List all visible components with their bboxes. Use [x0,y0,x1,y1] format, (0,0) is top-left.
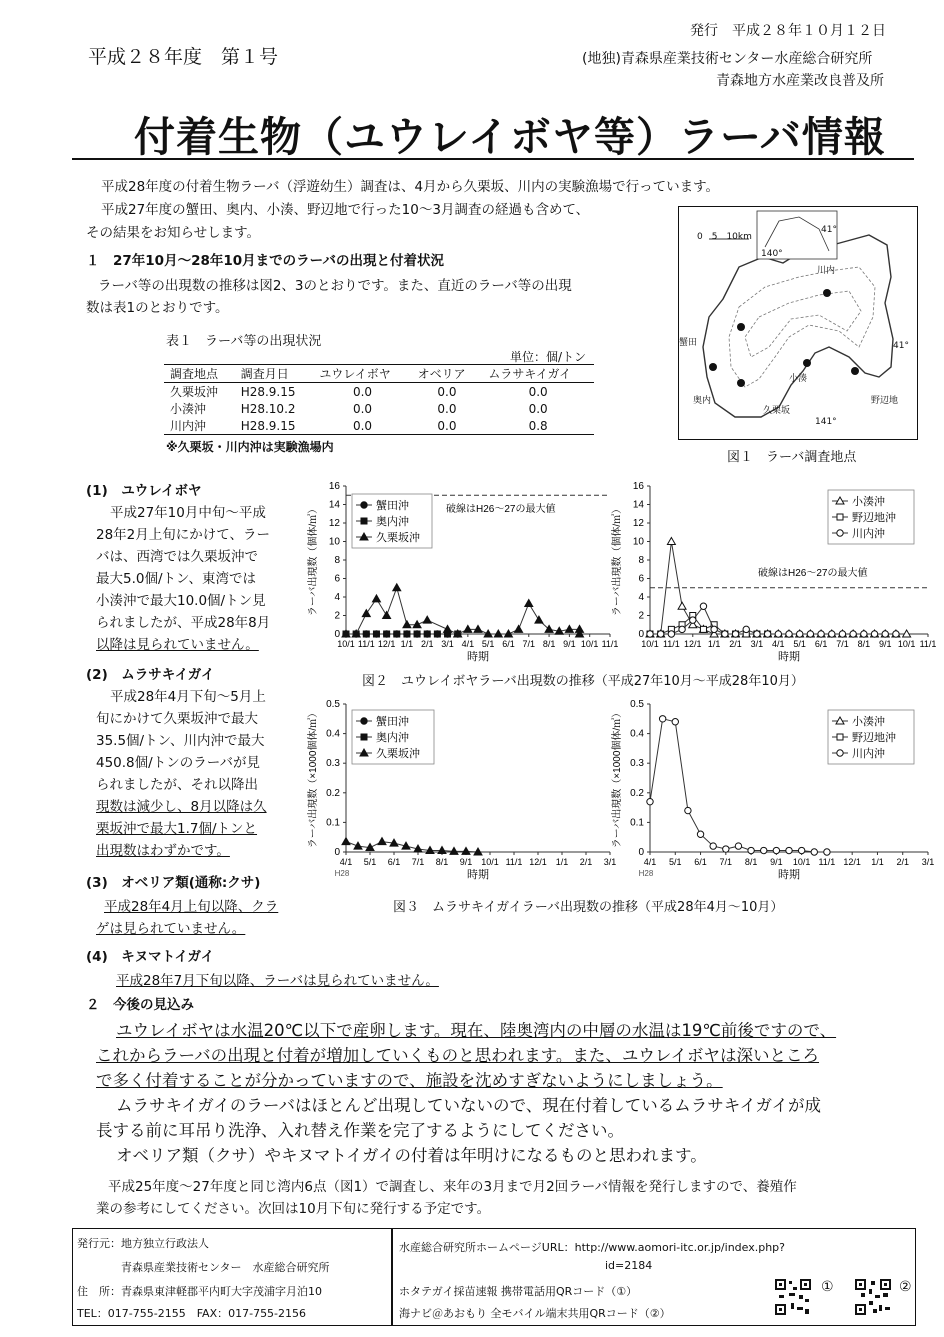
item-1-line: バは、西湾では久栗坂沖で [96,549,258,565]
table-header: ユウレイボヤ [319,367,391,381]
data-point [839,631,845,637]
table-header: オベリア [417,367,466,381]
x-tick-label: 3/1 [603,857,617,867]
footer-left-2: 青森県産業技術センター 水産総合研究所 [121,1261,330,1274]
map-label-lon: 141° [815,417,837,427]
data-point [659,716,665,722]
data-point [722,631,728,637]
data-point [393,584,401,591]
data-point [361,734,367,740]
section-2-line-8: 業の参考にしてください。次回は10月下旬に発行する予定です。 [96,1201,491,1217]
y-tick-label: 6 [638,573,644,585]
y-tick-label: 0 [334,629,340,640]
table-cell: 0.0 [528,384,548,399]
data-point [697,831,703,837]
x-tick-label: 8/1 [744,857,758,867]
y-axis-label: ラーバ出現数（個体/㎥） [612,503,623,617]
x-tick-label: 10/1 [337,639,355,649]
y-axis-label: ラーバ出現数（×1000個体/㎥） [612,707,623,849]
x-axis-label: 時期 [467,869,489,881]
data-point [354,842,362,849]
qr-marker-2: ② [899,1279,912,1295]
y-tick-label: 0 [334,847,340,858]
x-tick-label: 6/1 [502,639,515,649]
section-2-line: オベリア類（クサ）やキヌマトイガイの付着は年明けになるものと思われます。 [116,1146,707,1165]
data-point [668,631,674,637]
data-point [690,617,696,623]
data-point [773,847,779,853]
table-cell: H28.9.15 [240,384,296,399]
x-tick-label: 1/1 [400,639,414,649]
table-cell: 0.0 [437,401,457,416]
data-point [685,807,691,813]
table-caption: 表１ ラーバ等の出現状況 [166,334,322,349]
table-cell: 0.0 [437,384,457,399]
y-tick-label: 0.3 [326,758,340,770]
section-2-line: で多く付着することが分かっていますので、施設を沈めすぎないようにしましょう。 [96,1071,723,1090]
data-point [679,626,685,632]
data-point [761,847,767,853]
footer-left-1: 発行元：地方独立行政法人 [77,1237,209,1250]
item-1-line: 平成27年10月中旬～平成 [110,505,266,521]
data-point [361,518,367,524]
map-label-noheji: 野辺地 [871,396,899,406]
y-tick-label: 0.4 [630,728,644,740]
data-point [434,631,440,637]
legend-label: 川内沖 [852,528,885,540]
y-tick-label: 10 [328,536,340,548]
data-point [723,846,729,852]
y-tick-label: 4 [638,592,644,603]
publisher-2: 青森地方水産業改良普及所 [716,73,884,89]
y-tick-label: 2 [334,610,340,622]
data-point [384,631,390,637]
data-point [837,514,843,520]
data-point [373,631,379,637]
item-1-heading: (1) ユウレイボヤ [86,483,202,499]
item-2-line: 栗坂沖で最大1.7個/トンと [96,821,258,837]
x-tick-label: 12/1 [377,639,396,649]
data-point [754,631,760,637]
data-point [678,602,686,609]
y-axis-label: ラーバ出現数（×1000個体/㎥） [308,707,319,849]
qr-marker-1: ① [821,1279,834,1295]
fig3-caption: 図３ ムラサキイガイラーバ出現数の推移（平成28年4月～10月） [393,900,784,915]
data-point [667,538,675,545]
data-point [414,631,420,637]
y-tick-label: 8 [334,555,340,566]
homepage-id[interactable]: id=2184 [605,1259,653,1272]
legend-label: 野辺地沖 [852,732,896,744]
x-tick-label: 3/1 [921,857,935,867]
map-label-okunai: 奥内 [693,396,712,406]
x-axis-label: 時期 [778,869,800,881]
item-4-heading: (4) キヌマトイガイ [86,949,215,965]
data-point [829,631,835,637]
data-point [837,530,843,536]
footer-publisher-box [72,1228,392,1326]
item-3-line: 平成28年4月上旬以降、クラ [104,899,279,915]
chart-yureiboya-west [300,478,620,668]
item-1-line: られましたが、平成28年8月 [96,615,271,631]
x-tick-label: 10/1 [897,639,916,649]
x-tick-label: 8/1 [857,639,871,649]
homepage-url[interactable]: 水産総合研究所ホームページURL：http://www.aomori-itc.or.jp/index.php? [399,1241,786,1254]
map-figure [678,206,918,440]
y-tick-label: 0.5 [326,699,340,710]
x-tick-label: 5/1 [669,857,682,867]
item-2-line: 出現数はわずかです。 [96,843,230,859]
x-tick-label: 3/1 [750,639,764,649]
data-point [444,625,452,632]
table-header: ムラサキイガイ [488,367,572,381]
x-tick-label: 8/1 [435,857,449,867]
x-tick-label: 2/1 [729,639,742,649]
data-point [748,847,754,853]
legend-label: 奥内沖 [376,732,409,744]
data-point [798,847,804,853]
x-tick-label: 8/1 [542,639,556,649]
table-row [164,417,594,435]
y-tick-label: 12 [632,518,644,529]
legend-label: 久栗坂沖 [376,748,420,760]
table-cell: 0.0 [352,401,373,416]
data-point [850,631,856,637]
data-point [647,631,653,637]
footer-address: 住 所：青森県東津軽郡平内町大字茂浦字月泊10 [77,1285,322,1298]
map-label-kuribazaka: 久栗坂 [763,406,791,416]
y-tick-label: 0 [638,629,644,640]
data-point [775,631,781,637]
x-tick-label: 9/1 [770,857,783,867]
y-tick-label: 0.3 [630,758,644,770]
x-tick-label: 6/1 [694,857,707,867]
x-tick-label: 11/1 [818,857,836,867]
table-header-row [164,365,594,383]
series-line [346,588,580,634]
data-point [700,626,706,632]
x-tick-label: 7/1 [522,639,536,649]
section-2-line: 長する前に耳吊り洗浄、入れ替え作業を完了するようにしてください。 [96,1121,624,1140]
data-point [378,838,386,845]
item-3-heading: (3) オベリア類(通称:クサ) [86,875,261,891]
intro-line-2: 平成27年度の蟹田、奥内、小湊、野辺地で行った10～3月調査の経過も含めて、 [101,202,590,218]
x-tick-label: 10/1 [580,639,599,649]
data-point [657,631,663,637]
section-2-line: これからラーバの出現と付着が増加していくものと思われます。また、ユウレイボヤは深いところ [96,1046,820,1065]
x-tick-label: 5/1 [793,639,806,649]
data-point [361,502,367,508]
x-tick-label: 6/1 [814,639,828,649]
x-tick-label: 5/1 [481,639,495,649]
x-tick-label: 6/1 [387,857,401,867]
item-2-line: られましたが、それ以降出 [96,777,258,793]
footer-phone: TEL：017-755-2155 FAX：017-755-2156 [77,1307,307,1320]
y-tick-label: 0.2 [630,787,644,799]
y-tick-label: 2 [638,610,644,622]
y-tick-label: 14 [632,499,644,511]
data-point [807,631,813,637]
data-point [818,631,824,637]
table-cell: 0.8 [528,418,548,433]
legend-label: 蟹田沖 [376,716,409,728]
map-label-kanita: 蟹田 [679,338,698,348]
x-tick-label: 2/1 [579,857,593,867]
item-4-body: 平成28年7月下旬以降、ラーバは見られていません。 [116,973,439,989]
x-tick-label: 5/1 [363,857,377,867]
title-rule [72,158,914,160]
x-tick-label: 11/1 [505,857,523,867]
table-cell: H28.10.2 [240,401,296,416]
data-point [710,843,716,849]
data-point [700,603,706,609]
data-point [525,599,533,606]
data-point [342,838,350,845]
y-tick-label: 0.1 [326,817,340,829]
table-note: ※久栗坂・川内沖は実験漁場内 [166,440,334,454]
legend-label: 小湊沖 [852,496,885,508]
legend-label: 奥内沖 [376,516,409,528]
y-tick-label: 8 [638,555,644,566]
table-cell: 0.0 [528,401,548,416]
x-tick-label: 11/1 [662,639,680,649]
data-point [535,616,543,623]
reference-label: 破線はH26～27の最大値 [758,568,868,579]
y-tick-label: 16 [328,481,340,492]
data-point [837,750,843,756]
x-sub-label: H28 [334,869,350,878]
section-1-line-2: 数は表1のとおりです。 [86,300,229,316]
x-tick-label: 12/1 [529,857,547,867]
x-tick-label: 10/1 [641,639,659,649]
data-point [786,847,792,853]
y-tick-label: 12 [328,518,340,529]
map-label-kominato: 小湊 [789,374,808,384]
data-point [711,626,717,632]
item-1-line: 28年2月上旬にかけて、ラー [96,527,270,543]
x-tick-label: 12/1 [843,857,861,867]
item-2-line: 旬にかけて久栗坂沖で最大 [96,711,258,727]
legend-label: 久栗坂沖 [376,532,420,544]
section-2-text: ユウレイボヤは水温20℃以下で産卵します。現在、陸奥湾内の中層の水温は19℃前後ですので、 [116,1021,837,1040]
intro-line-3: その結果をお知らせします。 [86,225,261,241]
data-point [786,631,792,637]
series-line [650,719,827,852]
legend-label: 野辺地沖 [852,512,896,524]
x-tick-label: 11/1 [357,639,375,649]
x-tick-label: 7/1 [836,639,849,649]
item-2-line: 35.5個/トン、川内沖で最大 [96,733,265,749]
x-tick-label: 10/1 [792,857,811,867]
y-tick-label: 0.2 [326,787,340,799]
map-label-lat: 41° [893,341,909,351]
x-sub-label: H28 [638,869,654,878]
item-2-heading: (2) ムラサキイガイ [86,667,215,683]
y-tick-label: 6 [334,573,340,585]
section-1-line-1: ラーバ等の出現数の推移は図2、3のとおりです。また、直近のラーバ等の出現 [98,278,572,294]
item-1-line: 小湊沖で最大10.0個/トン見 [96,593,266,609]
data-point [861,631,867,637]
data-point [394,631,400,637]
y-axis-label: ラーバ出現数（個体/㎥） [308,503,319,617]
chart-yureiboya-east [606,478,936,668]
data-point [824,849,830,855]
data-point [871,631,877,637]
data-point [404,631,410,637]
x-tick-label: 4/1 [339,857,353,867]
data-point [893,631,899,637]
data-point [732,631,738,637]
x-tick-label: 1/1 [555,857,569,867]
x-tick-label: 10/1 [481,857,499,867]
fig2-caption: 図２ ユウレイボヤラーバ出現数の推移（平成27年10月～平成28年10月） [362,674,804,689]
x-tick-label: 2/1 [420,639,434,649]
data-point [361,718,367,724]
page-title: 付着生物（ユウレイボヤ等）ラーバ情報 [134,113,886,161]
qr-code-2[interactable] [853,1277,893,1317]
chart-murasaki-west [300,696,620,888]
legend-label: 小湊沖 [852,716,885,728]
item-2-line: 平成28年4月下旬～5月上 [110,689,266,705]
y-tick-label: 0 [638,847,644,858]
x-tick-label: 1/1 [707,639,721,649]
y-tick-label: 0.1 [630,817,644,829]
inset-label-lat: 41° [821,225,837,235]
table-cell: 0.0 [437,418,457,433]
legend-label: 川内沖 [852,748,885,760]
x-axis-label: 時期 [467,651,489,663]
section-2-heading: ２ 今後の見込み [86,997,194,1013]
intro-line-1: 平成28年度の付着生物ラーバ（浮遊幼生）調査は、4月から久栗坂、川内の実験漁場で行っています。 [101,179,720,195]
y-tick-label: 0.4 [326,728,340,740]
item-2-line: 現数は減少し、8月以降は久 [96,799,267,815]
x-tick-label: 9/1 [459,857,473,867]
data-point [796,631,802,637]
x-tick-label: 4/1 [643,857,657,867]
y-tick-label: 0.5 [630,699,644,710]
y-tick-label: 16 [632,481,644,492]
section-2-line-7: 平成25年度～27年度と同じ湾内6点（図1）で調査し、来年の3月まで月2回ラーバ情報を発行しますので、養殖作 [108,1179,797,1195]
item-2-line: 450.8個/トンのラーバが見 [96,755,261,771]
data-point [515,625,523,632]
item-1-line: 以降は見られていません。 [96,637,259,653]
data-point [882,631,888,637]
table-cell: 小湊沖 [170,402,207,416]
table-header: 調査月日 [240,367,289,381]
table-cell: H28.9.15 [240,418,296,433]
data-point [735,843,741,849]
item-1-body [96,502,306,656]
data-point [424,631,430,637]
x-tick-label: 9/1 [878,639,892,649]
data-point [764,631,770,637]
x-tick-label: 2/1 [896,857,909,867]
section-2-body [96,1018,836,1168]
y-tick-label: 4 [334,592,340,603]
item-3-body [96,896,306,940]
x-tick-label: 3/1 [441,639,454,649]
qr-label-2: 海ナビ＠あおもり 全モバイル端末共用QRコード（②） [399,1307,671,1320]
section-1-heading: １ 27年10月～28年10月までのラーバの出現と付着状況 [86,253,444,269]
x-tick-label: 11/1 [919,639,936,649]
data-point [672,719,678,725]
reference-label: 破線はH26～27の最大値 [446,504,556,515]
x-tick-label: 12/1 [684,639,702,649]
table-row [164,400,594,417]
data-point [647,798,653,804]
data-point [743,626,749,632]
table-cell: 0.0 [352,384,373,399]
x-tick-label: 1/1 [871,857,884,867]
data-point [423,616,431,623]
x-tick-label: 11/1 [601,639,619,649]
table-header: 調査地点 [170,367,219,381]
data-point [372,595,380,602]
data-point [383,612,391,619]
section-2-line [96,1018,836,1043]
table-unit: 単位：個/トン [510,350,587,364]
x-tick-label: 7/1 [719,857,733,867]
table-row [164,383,594,401]
y-tick-label: 14 [328,499,340,511]
chart-murasaki-east [603,696,936,888]
issue-date: 発行 平成２８年１０月１２日 [690,23,886,39]
qr-label-1: ホタテガイ採苗速報 携帯電話用QRコード（①） [399,1285,638,1298]
x-axis-label: 時期 [778,651,800,663]
data-point [811,849,817,855]
data-point [362,610,370,617]
y-tick-label: 10 [632,536,644,548]
item-2-body [96,686,306,862]
x-tick-label: 4/1 [461,639,475,649]
legend-label: 蟹田沖 [376,500,409,512]
inset-label-lon: 140° [761,249,783,259]
map-scale: 0 5 10km [697,232,752,242]
item-1-line: 最大5.0個/トン、東湾では [96,571,256,587]
table-1 [164,364,594,435]
table-cell: 0.0 [352,418,373,433]
map-caption: 図１ ラーバ調査地点 [727,450,857,465]
item-3-line: ゲは見られていません。 [96,921,246,937]
map-label-kawauchi: 川内 [817,266,836,276]
x-tick-label: 4/1 [772,639,785,649]
footer-links-box [392,1228,916,1326]
issue-number: 平成２８年度 第１号 [88,46,279,68]
qr-code-1[interactable] [773,1277,813,1317]
section-2-line: ムラサキイガイのラーバはほとんど出現していないので、現在付着しているムラサキイガイが成 [116,1096,822,1115]
data-point [837,734,843,740]
publisher-1: (地独)青森県産業技術センター水産総合研究所 [582,51,873,67]
x-tick-label: 9/1 [563,639,576,649]
data-point [363,631,369,637]
table-cell: 久栗坂沖 [170,385,219,399]
x-tick-label: 7/1 [411,857,425,867]
table-cell: 川内沖 [170,419,207,433]
